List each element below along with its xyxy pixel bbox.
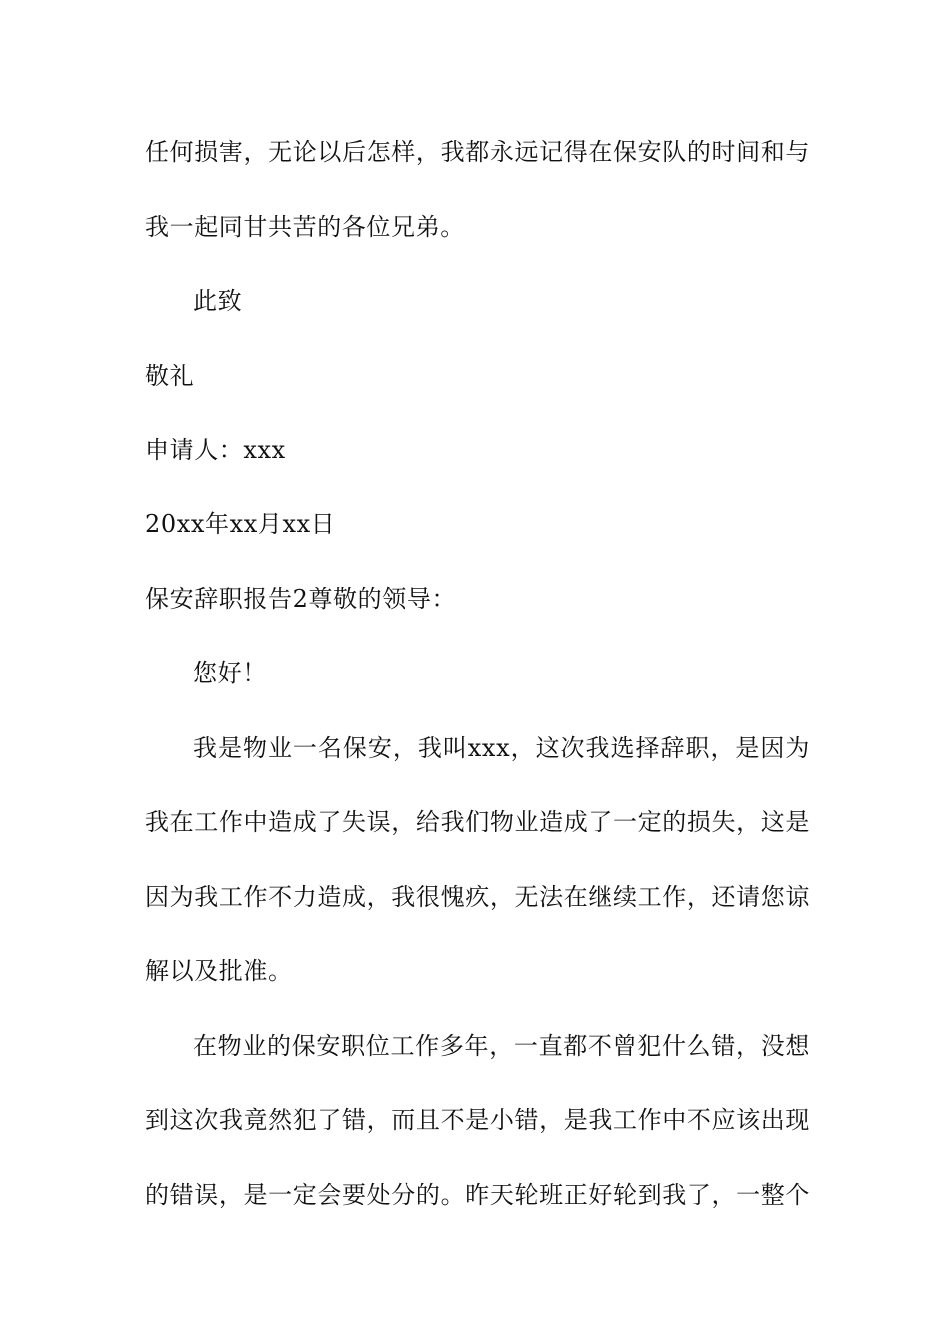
section-heading: 保安辞职报告2尊敬的领导： (145, 585, 457, 613)
greeting-line: 您好！ (193, 659, 267, 687)
paragraph-line: 在物业的保安职位工作多年，一直都不曾犯什么错，没想 (193, 1032, 810, 1060)
paragraph-line: 的错误，是一定会要处分的。昨天轮班正好轮到我了，一整个 (145, 1181, 810, 1209)
closing-salutation: 此致 (193, 287, 243, 315)
paragraph-line: 我一起同甘共苦的各位兄弟。 (145, 213, 465, 241)
paragraph-line: 到这次我竟然犯了错，而且不是小错，是我工作中不应该出现 (145, 1106, 810, 1134)
paragraph-line: 我是物业一名保安，我叫xxx，这次我选择辞职，是因为 (193, 734, 810, 762)
date-line: 20xx年xx月xx日 (145, 510, 336, 538)
applicant-line: 申请人：xxx (145, 436, 286, 464)
paragraph-line: 因为我工作不力造成，我很愧疚，无法在继续工作，还请您谅 (145, 883, 810, 911)
paragraph-line: 任何损害，无论以后怎样，我都永远记得在保安队的时间和与 (145, 138, 810, 166)
closing-regards: 敬礼 (145, 362, 195, 390)
paragraph-line: 解以及批准。 (145, 957, 293, 985)
paragraph-line: 我在工作中造成了失误，给我们物业造成了一定的损失，这是 (145, 808, 810, 836)
